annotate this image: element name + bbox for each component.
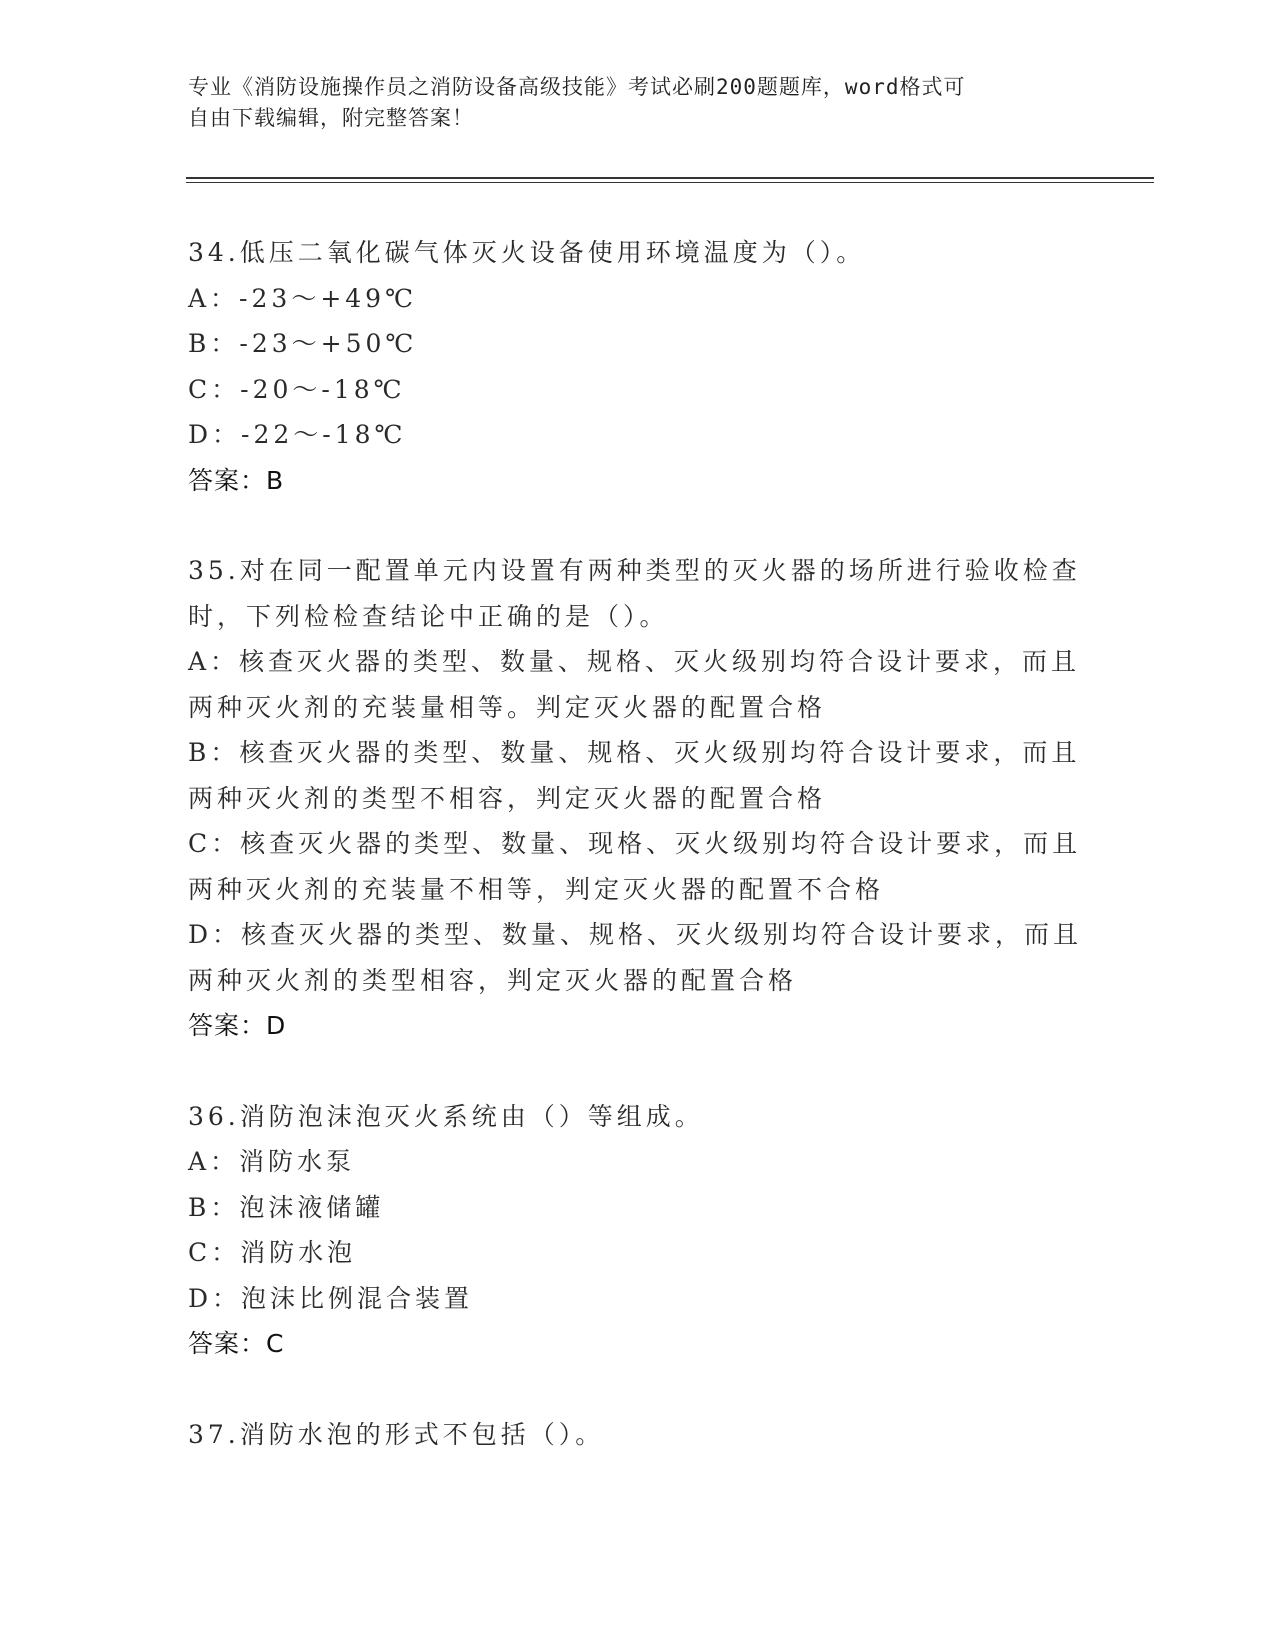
option-b: B：泡沫液储罐 bbox=[188, 1192, 385, 1222]
option-d: D：泡沫比例混合装置 bbox=[188, 1283, 474, 1313]
option-a-line-2: 两种灭火剂的充装量相等。判定灭火器的配置合格 bbox=[188, 692, 827, 722]
question-stem-line-2: 时，下列检检查结论中正确的是（）。 bbox=[188, 601, 669, 631]
answer: 答案：C bbox=[188, 1329, 285, 1358]
question-35 bbox=[188, 548, 1088, 1049]
option-d-line-1: D：核查灭火器的类型、数量、规格、灭火级别均符合设计要求，而且 bbox=[188, 920, 1083, 949]
question-list bbox=[188, 230, 1088, 1457]
option-c: C：-20～-18℃ bbox=[188, 374, 406, 404]
spacer bbox=[188, 503, 1088, 548]
question-stem: 36.消防泡沫泡灭火系统由（）等组成。 bbox=[188, 1101, 704, 1131]
header-line-2: 自由下载编辑，附完整答案！ bbox=[188, 106, 474, 130]
question-stem: 37.消防水泡的形式不包括（）。 bbox=[188, 1419, 605, 1449]
header-divider-thin bbox=[186, 182, 1154, 183]
header-line-1: 专业《消防设施操作员之消防设备高级技能》考试必刷200题题库，word格式可 bbox=[188, 75, 966, 99]
option-d-line-2: 两种灭火剂的类型相容，判定灭火器的配置合格 bbox=[188, 965, 798, 995]
option-c-line-1: C：核查灭火器的类型、数量、现格、灭火级别均符合设计要求，而且 bbox=[188, 829, 1082, 858]
question-37 bbox=[188, 1412, 1088, 1458]
option-a: A：消防水泵 bbox=[188, 1147, 356, 1176]
option-c-line-2: 两种灭火剂的充装量不相等，判定灭火器的配置不合格 bbox=[188, 874, 885, 904]
header-divider bbox=[186, 177, 1154, 179]
document-header bbox=[188, 72, 1068, 134]
question-stem-line-1: 35.对在同一配置单元内设置有两种类型的灭火器的场所进行验收检查 bbox=[188, 556, 1081, 585]
answer: 答案：B bbox=[188, 465, 285, 495]
answer: 答案：D bbox=[188, 1011, 287, 1040]
spacer bbox=[188, 1049, 1088, 1094]
option-b-line-2: 两种灭火剂的类型不相容，判定灭火器的配置合格 bbox=[188, 783, 827, 813]
option-d: D：-22～-18℃ bbox=[188, 420, 407, 449]
option-c: C：消防水泡 bbox=[188, 1238, 357, 1267]
option-a: A：-23～+49℃ bbox=[188, 283, 418, 313]
question-34 bbox=[188, 230, 1088, 503]
option-a-line-1: A：核查灭火器的类型、数量、规格、灭火级别均符合设计要求，而且 bbox=[188, 647, 1081, 676]
option-b: B：-23～+50℃ bbox=[188, 329, 418, 358]
question-36 bbox=[188, 1094, 1088, 1367]
spacer bbox=[188, 1367, 1088, 1412]
question-stem: 34.低压二氧化碳气体灭火设备使用环境温度为（）。 bbox=[188, 238, 866, 267]
option-b-line-1: B：核查灭火器的类型、数量、规格、灭火级别均符合设计要求，而且 bbox=[188, 738, 1081, 767]
